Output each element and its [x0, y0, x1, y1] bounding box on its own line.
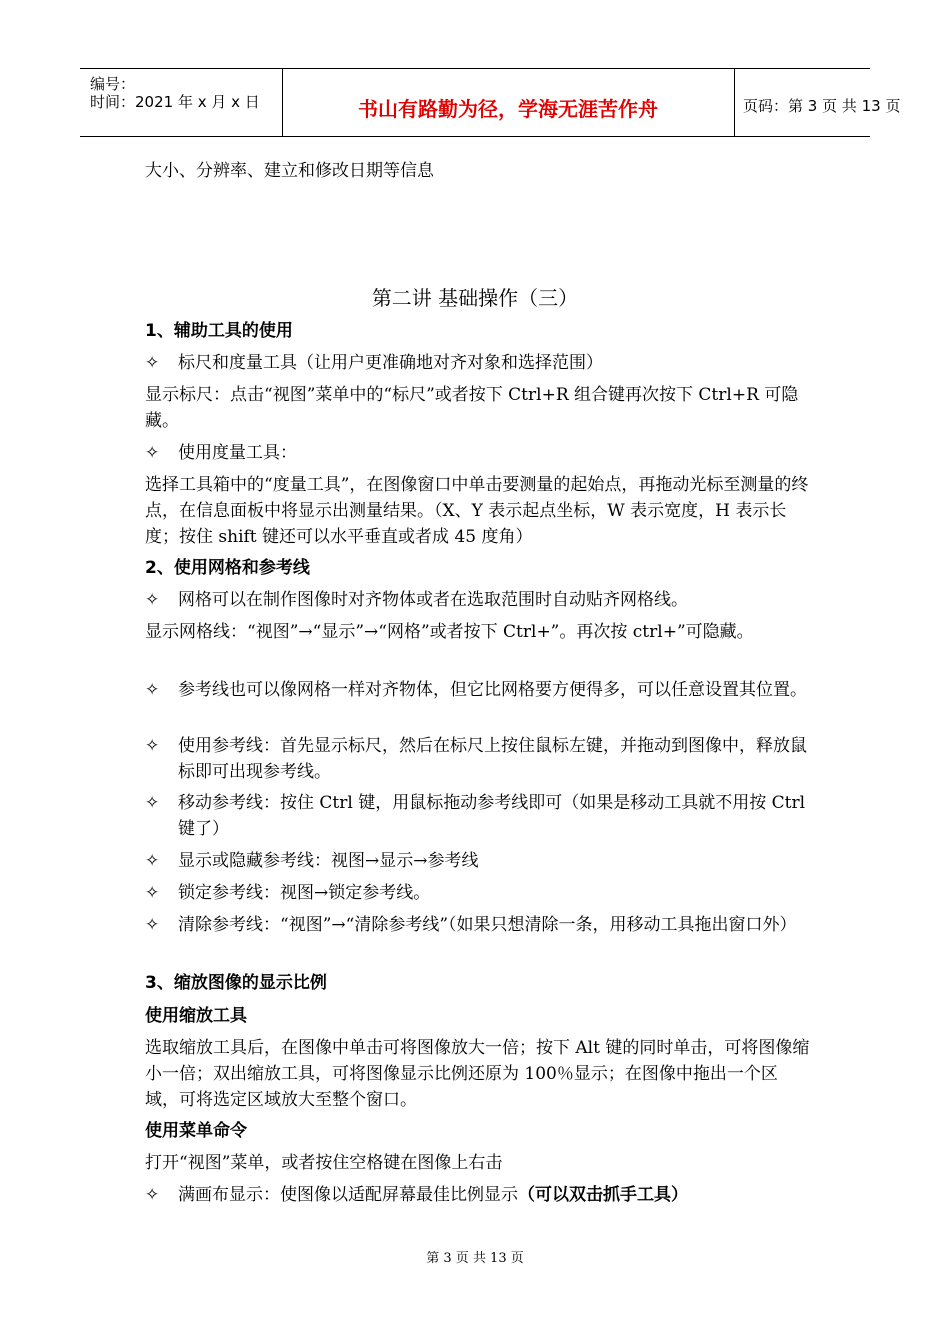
bullet-item [145, 790, 810, 842]
intro-line: 大小、分辨率、建立和修改日期等信息 [145, 161, 434, 181]
header-page-cell [735, 69, 901, 136]
header-motto: 书山有路勤为径，学海无涯苦作舟 [358, 97, 658, 121]
bullet-item [145, 350, 810, 376]
bullet-diamond-icon: ✧ [145, 793, 160, 813]
bullet-text: 移动参考线：按住 Ctrl 键，用鼠标拖动参考线即可（如果是移动工具就不用按 Ctrl 键了） [178, 793, 806, 839]
bullet-text: 网格可以在制作图像时对齐物体或者在选取范围时自动贴齐网格线。 [178, 590, 688, 610]
subsection-heading: 使用菜单命令 [145, 1121, 247, 1141]
bullet-text: 标尺和度量工具（让用户更准确地对齐对象和选择范围） [178, 353, 603, 373]
bullet-item [145, 733, 810, 785]
paragraph: 选取缩放工具后，在图像中单击可将图像放大一倍；按下 Alt 键的同时单击，可将图像缩小一倍；双出缩放工具，可将图像显示比例还原为 100％显示；在图像中拖出一个区域，可将选定区域放大至整个窗口。 [145, 1038, 810, 1110]
bullet-item [145, 848, 810, 874]
bullet-item [145, 912, 810, 938]
bullet-text: 参考线也可以像网格一样对齐物体，但它比网格要方便得多，可以任意设置其位置。 [178, 680, 807, 700]
bullet-item [145, 440, 810, 466]
document-date: 时间：2021 年 x 月 x 日 [90, 93, 260, 111]
bullet-text-regular: 满画布显示：使图像以适配屏幕最佳比例显示 [178, 1185, 518, 1205]
bullet-item [145, 1182, 810, 1208]
bullet-text: 显示或隐藏参考线：视图→显示→参考线 [178, 851, 479, 871]
bullet-text: 清除参考线：“视图”→“清除参考线”（如果只想清除一条，用移动工具拖出窗口外） [178, 915, 797, 935]
bullet-diamond-icon: ✧ [145, 443, 160, 463]
bullet-diamond-icon: ✧ [145, 883, 160, 903]
section-3-heading: 3、缩放图像的显示比例 [145, 973, 327, 993]
bullet-diamond-icon: ✧ [145, 736, 160, 756]
paragraph: 显示标尺：点击“视图”菜单中的“标尺”或者按下 Ctrl+R 组合键再次按下 Ctrl+R 可隐藏。 [145, 385, 799, 431]
bullet-item [145, 880, 810, 906]
page-header [80, 68, 901, 137]
section-2-heading: 2、使用网格和参考线 [145, 558, 310, 578]
section-1-heading: 1、辅助工具的使用 [145, 321, 293, 341]
bullet-diamond-icon: ✧ [145, 680, 160, 700]
bullet-text: 使用度量工具： [178, 443, 297, 463]
document-number: 编号： [90, 75, 136, 93]
header-info-cell [80, 69, 283, 136]
bullet-text-bold: （可以双击抓手工具） [518, 1185, 688, 1205]
bullet-item [145, 587, 810, 613]
lecture-title: 第二讲 基础操作（三） [371, 286, 579, 310]
paragraph: 打开“视图”菜单，或者按住空格键在图像上右击 [145, 1153, 503, 1173]
header-page-number: 页码：第 3 页 共 13 页 [743, 97, 901, 115]
header-motto-cell [282, 69, 735, 136]
bullet-text: 锁定参考线：视图→锁定参考线。 [178, 883, 431, 903]
bullet-diamond-icon: ✧ [145, 915, 160, 935]
subsection-heading: 使用缩放工具 [145, 1006, 247, 1026]
bullet-item [145, 677, 810, 703]
paragraph: 显示网格线：“视图”→“显示”→“网格”或者按下 Ctrl+”。再次按 ctrl+”可隐藏。 [145, 622, 754, 642]
bullet-diamond-icon: ✧ [145, 590, 160, 610]
bullet-diamond-icon: ✧ [145, 851, 160, 871]
bullet-diamond-icon: ✧ [145, 1185, 160, 1205]
bullet-text: 使用参考线：首先显示标尺，然后在标尺上按住鼠标左键，并拖动到图像中，释放鼠标即可出现参考线。 [178, 736, 807, 782]
page-footer: 第 3 页 共 13 页 [426, 1251, 524, 1266]
paragraph: 选择工具箱中的“度量工具”，在图像窗口中单击要测量的起始点，再拖动光标至测量的终点，在信息面板中将显示出测量结果。（X、Y 表示起点坐标，W 表示宽度，H 表示长度；按住 shift 键还可以水平垂直或者成 45 度角） [145, 475, 809, 547]
bullet-diamond-icon: ✧ [145, 353, 160, 373]
bullet-text [178, 1182, 810, 1208]
